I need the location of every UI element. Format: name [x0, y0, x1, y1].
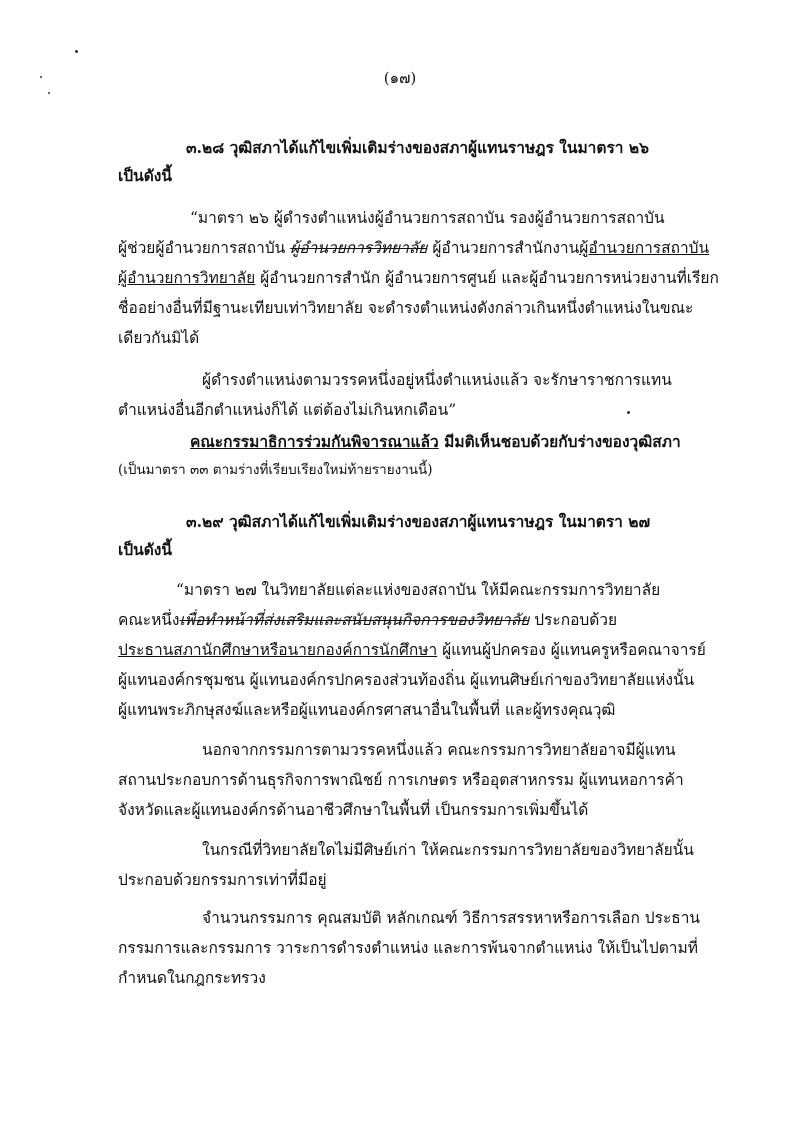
sec328-committee-note: (เป็นมาตรา ๓๓ ตามร่างที่เรียบเรียงใหม่ท้ายรายงานนี้)	[118, 462, 433, 478]
sec328-quote-line-1: “มาตรา ๒๖ ผู้ดำรงตำแหน่งผู้อำนวยการสถาบัน รองผู้อำนวยการสถาบัน	[190, 209, 665, 227]
sec329-quote-line-4: ผู้แทนองค์กรชุมชน ผู้แทนองค์กรปกครองส่วนท้องถิ่น ผู้แทนศิษย์เก่าของวิทยาลัยแห่งนั้น	[118, 671, 695, 689]
section-3-29-heading: ๓.๒๙ วุฒิสภาได้แก้ไขเพิ่มเติมร่างของสภาผู้แทนราษฎร ในมาตรา ๒๗	[186, 512, 651, 531]
underlined-text: คณะกรรมาธิการร่วมกันพิจารณาแล้ว	[190, 432, 439, 451]
scan-speck	[75, 50, 78, 53]
sec329-quote-line-3	[118, 640, 706, 660]
section-3-28-heading-cont: เป็นดังนี้	[118, 166, 172, 185]
sec329-para4-line-2: กรรมการและกรรมการ วาระการดำรงตำแหน่ง และการพ้นจากตำแหน่ง ให้เป็นไปตามที่	[118, 939, 698, 957]
text-segment: มีมติเห็นชอบด้วยกับร่างของวุฒิสภา	[438, 432, 681, 451]
struck-text: เพื่อทำหน้าที่ส่งเสริมและสนับสนุนกิจการของวิทยาลัย	[179, 611, 530, 629]
sec329-para4-line-3: กำหนดในกฎกระทรวง	[118, 969, 266, 987]
sec328-quote-line-5: เดียวกันมิได้	[118, 329, 200, 347]
scan-speck	[627, 411, 630, 414]
text-segment: ผู้อำนวยการสำนัก ผู้อำนวยการศูนย์ และผู้อำนวยการหน่วยงานที่เรียก	[255, 269, 719, 287]
sec328-committee-resolution	[190, 432, 681, 452]
sec328-quote-line-3	[118, 268, 719, 288]
section-3-29-heading-cont: เป็นดังนี้	[118, 540, 172, 559]
sec328-para2-line-1: ผู้ดำรงตำแหน่งตามวรรคหนึ่งอยู่หนึ่งตำแหน่งแล้ว จะรักษาราชการแทน	[202, 371, 672, 389]
sec329-para2-line-1: นอกจากกรรมการตามวรรคหนึ่งแล้ว คณะกรรมการวิทยาลัยอาจมีผู้แทน	[202, 741, 676, 759]
sec329-para2-line-3: จังหวัดและผู้แทนองค์กรด้านอาชีวศึกษาในพื้นที่ เป็นกรรมการเพิ่มขึ้นได้	[118, 801, 589, 819]
underlined-text: ผู้อำนวยการสถาบัน	[579, 239, 710, 257]
page-number: (๑๗)	[383, 69, 417, 87]
sec329-para4-line-1: จำนวนกรรมการ คุณสมบัติ หลักเกณฑ์ วิธีการสรรหาหรือการเลือก ประธาน	[202, 909, 701, 927]
text-segment: คณะหนึ่ง	[118, 611, 180, 629]
sec328-quote-line-4: ชื่ออย่างอื่นที่มีฐานะเทียบเท่าวิทยาลัย จะดำรงตำแหน่งดังกล่าวเกินหนึ่งตำแหน่งในขณะ	[118, 299, 694, 317]
sec328-para2-line-2: ตำแหน่งอื่นอีกตำแหน่งก็ได้ แต่ต้องไม่เกินหกเดือน”	[118, 401, 457, 419]
sec329-quote-line-5: ผู้แทนพระภิกษุสงฆ์และหรือผู้แทนองค์กรศาสนาอื่นในพื้นที่ และผู้ทรงคุณวุฒิ	[118, 701, 616, 719]
sec328-quote-line-2	[118, 238, 709, 258]
text-segment: ผู้แทนผู้ปกครอง ผู้แทนครูหรือคณาจารย์	[437, 641, 706, 659]
text-segment: ผู้ช่วยผู้อำนวยการสถาบัน	[118, 239, 291, 257]
underlined-text: ประธานสภานักศึกษาหรือนายกองค์การนักศึกษา	[118, 641, 438, 659]
sec329-para3-line-2: ประกอบด้วยกรรมการเท่าที่มีอยู่	[118, 871, 327, 889]
sec329-quote-line-1: “มาตรา ๒๗ ในวิทยาลัยแต่ละแห่งของสถาบัน ให้มีคณะกรรมการวิทยาลัย	[176, 581, 661, 599]
text-segment: ประกอบด้วย	[529, 611, 618, 629]
underlined-text: ผู้อำนวยการวิทยาลัย	[118, 269, 256, 287]
scan-speck	[48, 92, 50, 94]
text-segment: ผู้อำนวยการสำนักงาน	[427, 239, 580, 257]
sec329-para3-line-1: ในกรณีที่วิทยาลัยใดไม่มีศิษย์เก่า ให้คณะกรรมการวิทยาลัยของวิทยาลัยนั้น	[202, 841, 694, 859]
section-3-28-heading: ๓.๒๘ วุฒิสภาได้แก้ไขเพิ่มเติมร่างของสภาผู้แทนราษฎร ในมาตรา ๒๖	[186, 138, 649, 157]
sec329-para2-line-2: สถานประกอบการด้านธุรกิจการพาณิชย์ การเกษตร หรืออุตสาหกรรม ผู้แทนหอการค้า	[118, 771, 684, 789]
struck-text: ผู้อำนวยการวิทยาลัย	[290, 239, 428, 257]
sec329-quote-line-2	[118, 610, 617, 630]
